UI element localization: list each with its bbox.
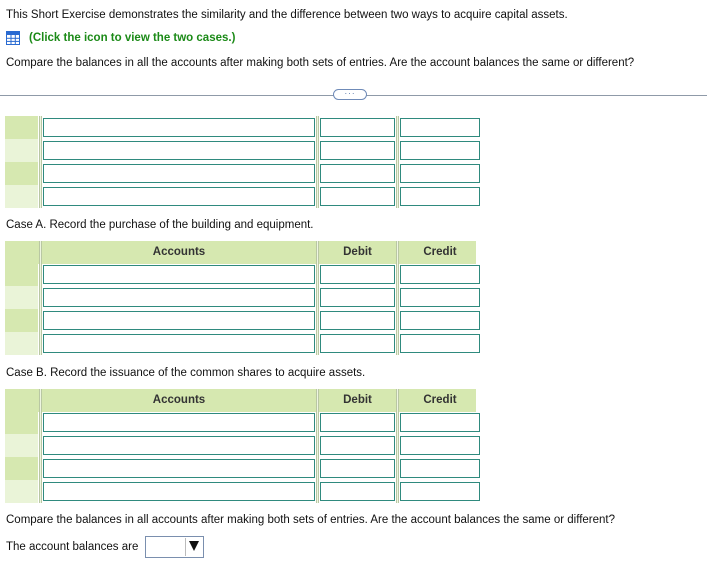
credit-input[interactable]	[400, 118, 480, 137]
table-row	[5, 185, 476, 208]
view-cases-link-text[interactable]: (Click the icon to view the two cases.)	[29, 32, 236, 44]
balances-select[interactable]	[145, 536, 204, 558]
debit-input[interactable]	[320, 141, 395, 160]
grid-table-icon[interactable]	[6, 31, 20, 45]
table-row	[5, 411, 476, 434]
account-input[interactable]	[43, 187, 315, 206]
debit-input[interactable]	[320, 459, 395, 478]
table-row	[5, 309, 476, 332]
table-row	[5, 332, 476, 355]
table-row	[5, 116, 476, 139]
debit-input[interactable]	[320, 288, 395, 307]
account-input[interactable]	[43, 311, 315, 330]
debit-input[interactable]	[320, 413, 395, 432]
table-row	[5, 286, 476, 309]
credit-input[interactable]	[400, 459, 480, 478]
table-header	[5, 389, 476, 412]
account-input[interactable]	[43, 413, 315, 432]
credit-input[interactable]	[400, 164, 480, 183]
debit-header: Debit	[343, 246, 372, 258]
account-input[interactable]	[43, 265, 315, 284]
table-row	[5, 480, 476, 503]
question-bottom: Compare the balances in all accounts after making both sets of entries. Are the account balances the same or different?	[6, 514, 616, 526]
debit-input[interactable]	[320, 187, 395, 206]
debit-input[interactable]	[320, 311, 395, 330]
table-row	[5, 139, 476, 162]
view-cases-link[interactable]	[6, 30, 235, 46]
account-input[interactable]	[43, 141, 315, 160]
accounts-header: Accounts	[152, 394, 206, 406]
credit-input[interactable]	[400, 482, 480, 501]
debit-input[interactable]	[320, 265, 395, 284]
question-top: Compare the balances in all the accounts after making both sets of entries. Are the account balances the same or different?	[6, 57, 635, 69]
account-input[interactable]	[43, 482, 315, 501]
account-input[interactable]	[43, 118, 315, 137]
intro-text: This Short Exercise demonstrates the similarity and the difference between two ways to acquire capital assets.	[6, 9, 568, 21]
credit-input[interactable]	[400, 288, 480, 307]
account-input[interactable]	[43, 164, 315, 183]
account-input[interactable]	[43, 288, 315, 307]
table-row	[5, 434, 476, 457]
credit-header: Credit	[423, 394, 457, 406]
debit-input[interactable]	[320, 118, 395, 137]
debit-input[interactable]	[320, 334, 395, 353]
credit-header: Credit	[423, 246, 457, 258]
table-header	[5, 241, 476, 264]
debit-header: Debit	[343, 394, 372, 406]
credit-input[interactable]	[400, 265, 480, 284]
debit-input[interactable]	[320, 164, 395, 183]
account-input[interactable]	[43, 459, 315, 478]
credit-input[interactable]	[400, 311, 480, 330]
accounts-header: Accounts	[152, 246, 206, 258]
credit-input[interactable]	[400, 187, 480, 206]
table-row	[5, 263, 476, 286]
case-a-caption: Case A. Record the purchase of the building and equipment.	[6, 219, 314, 231]
credit-input[interactable]	[400, 141, 480, 160]
account-input[interactable]	[43, 436, 315, 455]
debit-input[interactable]	[320, 482, 395, 501]
dropdown-arrow-icon[interactable]	[189, 541, 199, 551]
table-row	[5, 457, 476, 480]
balances-label: The account balances are	[6, 541, 139, 553]
account-input[interactable]	[43, 334, 315, 353]
credit-input[interactable]	[400, 334, 480, 353]
credit-input[interactable]	[400, 413, 480, 432]
expand-more-button[interactable]: ···	[333, 89, 367, 100]
debit-input[interactable]	[320, 436, 395, 455]
credit-input[interactable]	[400, 436, 480, 455]
table-row	[5, 162, 476, 185]
case-b-caption: Case B. Record the issuance of the common shares to acquire assets.	[6, 367, 366, 379]
